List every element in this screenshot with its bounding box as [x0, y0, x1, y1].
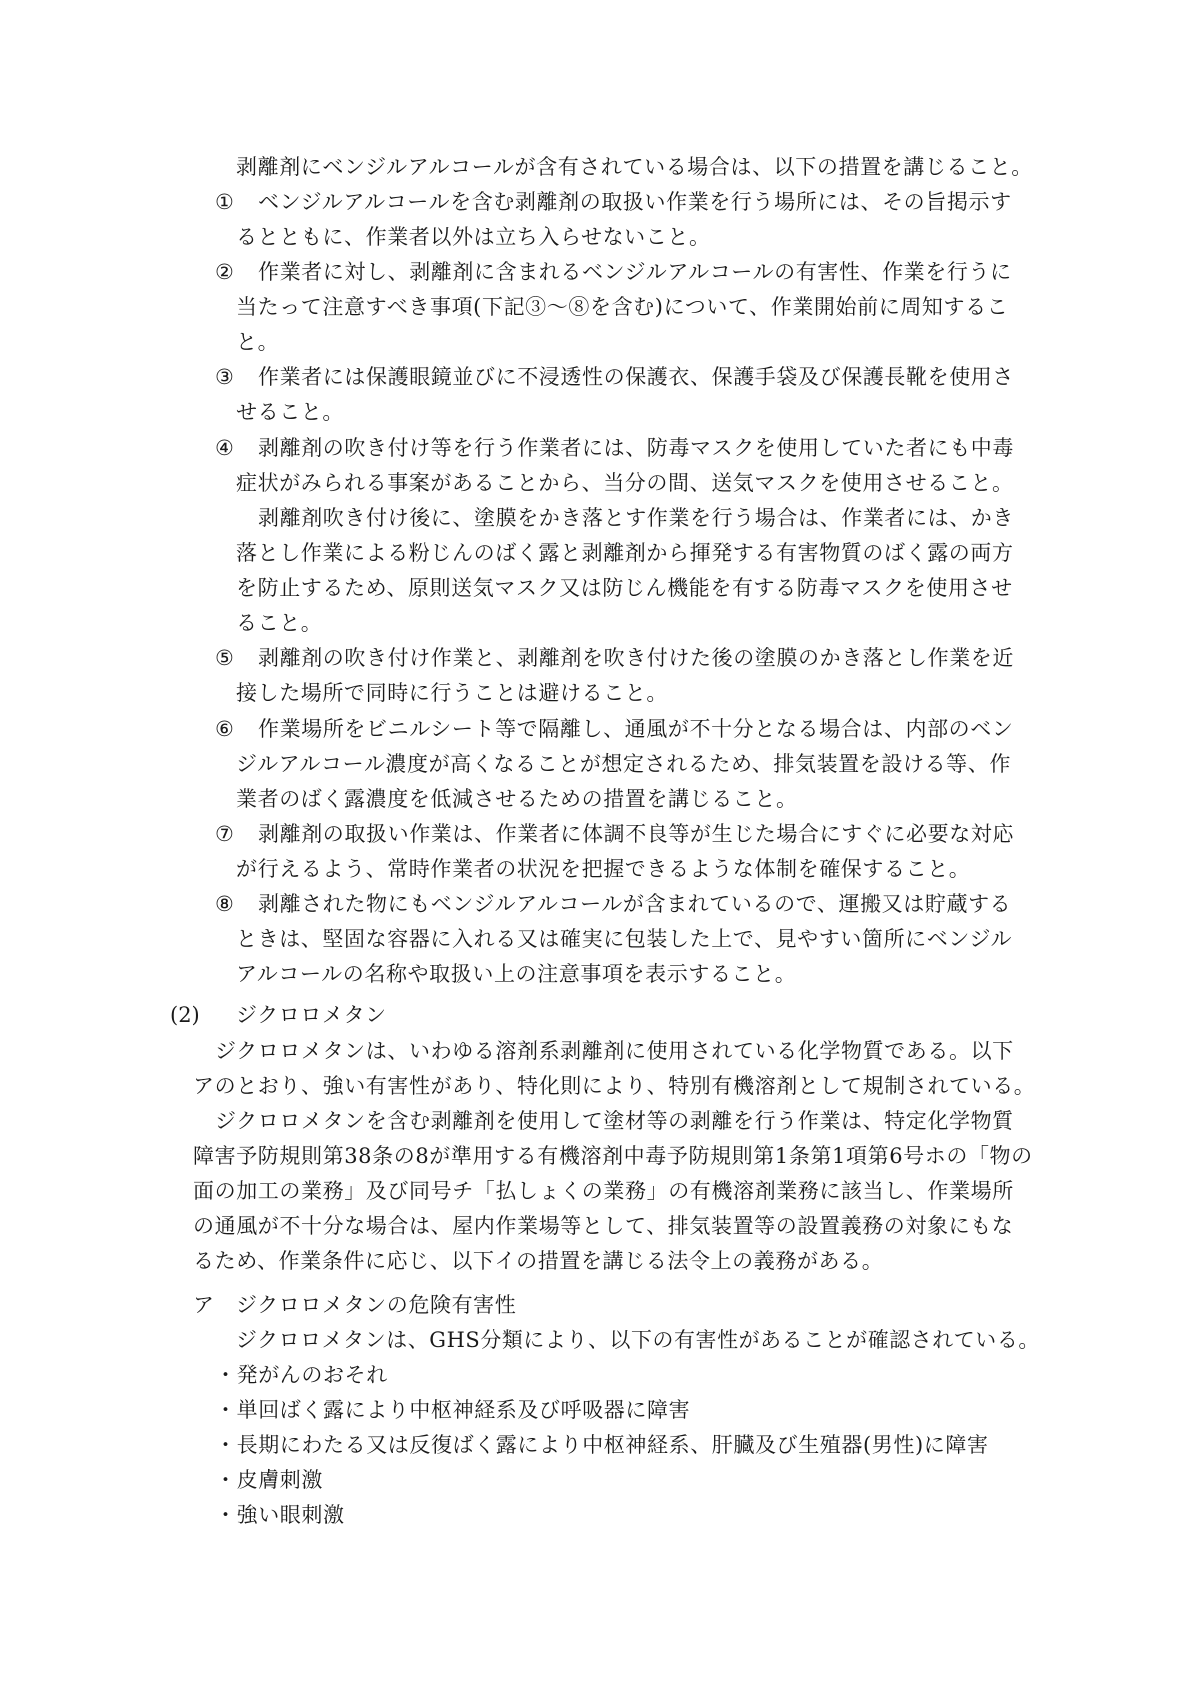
item-line: 業者のばく露濃度を低減させるための措置を講じること。: [236, 787, 798, 811]
item-line: ベンジルアルコールを含む剥離剤の取扱い作業を行う場所には、その旨掲示す: [258, 190, 1012, 214]
item-line: 症状がみられる事案があることから、当分の間、送気マスクを使用させること。: [236, 471, 1014, 495]
item-line: 剥離剤の吹き付け等を行う作業者には、防毒マスクを使用していた者にも中毒: [258, 436, 1014, 460]
paragraph-line: ジクロロメタンは、いわゆる溶剤系剥離剤に使用されている化学物質である。以下: [215, 1039, 1014, 1063]
item-number: ④: [215, 436, 234, 460]
item-line: せること。: [236, 400, 344, 424]
item-line: 剥離された物にもベンジルアルコールが含まれているので、運搬又は貯蔵する: [258, 892, 1012, 916]
item-number: ①: [215, 190, 234, 214]
item-number: ⑤: [215, 646, 234, 670]
item-line: 剥離剤の吹き付け作業と、剥離剤を吹き付けた後の塗膜のかき落とし作業を近: [258, 646, 1014, 670]
item-line: 作業場所をビニルシート等で隔離し、通風が不十分となる場合は、内部のベン: [258, 717, 1014, 741]
paragraph-line: 面の加工の業務」及び同号チ「払しょくの業務」の有機溶剤業務に該当し、作業場所: [193, 1179, 1014, 1203]
item-number: ②: [215, 260, 234, 284]
bullet-item: ・発がんのおそれ: [215, 1363, 388, 1387]
subsection-number: ア: [193, 1293, 214, 1317]
item-line: ること。: [236, 611, 323, 635]
item-line: 剥離剤吹き付け後に、塗膜をかき落とす作業を行う場合は、作業者には、かき: [258, 506, 1014, 530]
item-number: ⑥: [215, 717, 234, 741]
item-line: アルコールの名称や取扱い上の注意事項を表示すること。: [236, 962, 797, 986]
paragraph-line: 障害予防規則第38条の8が準用する有機溶剤中毒予防規則第1条第1項第6号ホの「物の: [193, 1144, 1033, 1168]
paragraph-line: るため、作業条件に応じ、以下イの措置を講じる法令上の義務がある。: [193, 1249, 884, 1273]
paragraph-line: の通風が不十分な場合は、屋内作業場等として、排気装置等の設置義務の対象にもな: [193, 1214, 1014, 1238]
item-line: 接した場所で同時に行うことは避けること。: [236, 681, 668, 705]
item-line: 作業者に対し、剥離剤に含まれるベンジルアルコールの有害性、作業を行うに: [258, 260, 1012, 284]
section-number: (2): [170, 1003, 200, 1027]
section-title: ジクロロメタン: [236, 1003, 387, 1027]
item-line: 落とし作業による粉じんのばく露と剥離剤から揮発する有害物質のばく露の両方: [236, 541, 1014, 565]
subsection-title: ジクロロメタンの危険有害性: [236, 1293, 517, 1317]
paragraph-line: アのとおり、強い有害性があり、特化則により、特別有機溶剤として規制されている。: [193, 1074, 1036, 1098]
bullet-item: ・単回ばく露により中枢神経系及び呼吸器に障害: [215, 1398, 691, 1422]
bullet-item: ・強い眼刺激: [215, 1503, 345, 1527]
item-line: ときは、堅固な容器に入れる又は確実に包装した上で、見やすい箇所にベンジル: [236, 927, 1013, 951]
item-number: ⑦: [215, 822, 234, 846]
bullet-item: ・皮膚刺激: [215, 1468, 323, 1492]
bullet-item: ・長期にわたる又は反復ばく露により中枢神経系、肝臓及び生殖器(男性)に障害: [215, 1433, 989, 1457]
item-line: を防止するため、原則送気マスク又は防じん機能を有する防毒マスクを使用させ: [236, 576, 1013, 600]
paragraph-line: ジクロロメタンを含む剥離剤を使用して塗材等の剥離を行う作業は、特定化学物質: [215, 1109, 1014, 1133]
item-line: 当たって注意すべき事項(下記③～⑧を含む)について、作業開始前に周知するこ: [236, 295, 1009, 319]
item-line: と。: [236, 330, 280, 354]
item-line: 作業者には保護眼鏡並びに不浸透性の保護衣、保護手袋及び保護長靴を使用さ: [258, 365, 1014, 389]
item-line: 剥離剤の取扱い作業は、作業者に体調不良等が生じた場合にすぐに必要な対応: [258, 822, 1014, 846]
intro-line: 剥離剤にベンジルアルコールが含有されている場合は、以下の措置を講じること。: [236, 155, 1033, 179]
subsection-intro: ジクロロメタンは、GHS分類により、以下の有害性があることが確認されている。: [236, 1328, 1040, 1352]
item-line: ジルアルコール濃度が高くなることが想定されるため、排気装置を設ける等、作: [236, 752, 1011, 776]
item-line: が行えるよう、常時作業者の状況を把握できるような体制を確保すること。: [236, 857, 971, 881]
item-number: ⑧: [215, 892, 234, 916]
item-number: ③: [215, 365, 234, 389]
item-line: るとともに、作業者以外は立ち入らせないこと。: [236, 225, 711, 249]
